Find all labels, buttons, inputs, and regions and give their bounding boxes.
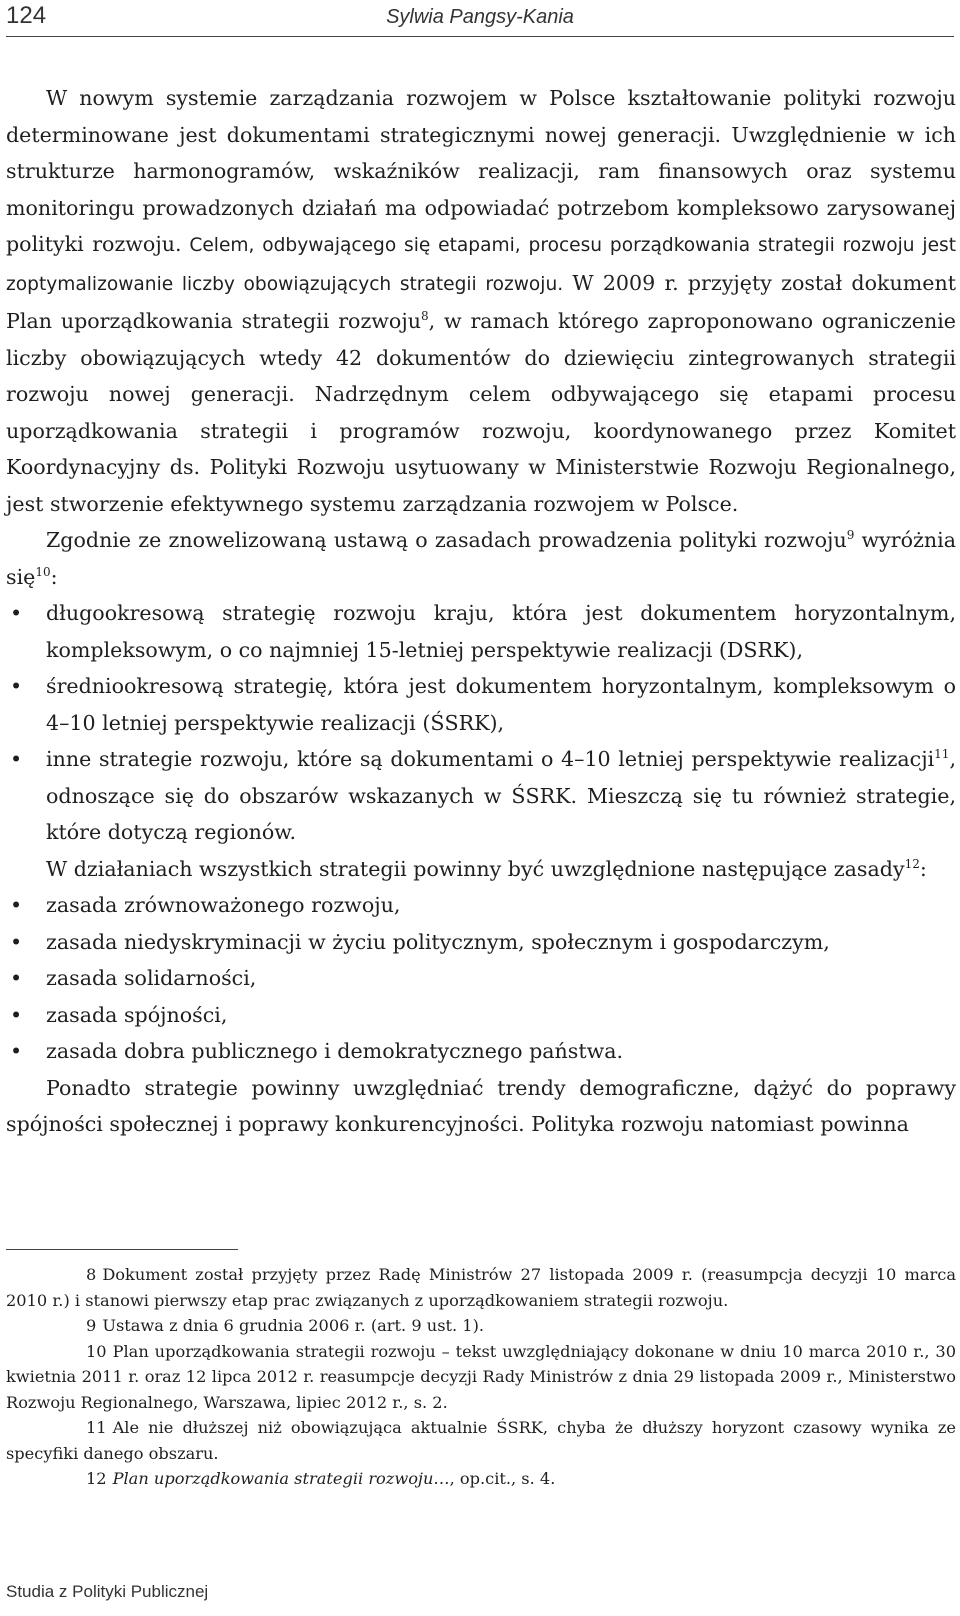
footnote-ref-12[interactable]: 12 xyxy=(904,856,920,871)
footnote-text: , op.cit., s. 4. xyxy=(449,1469,556,1488)
principles-list xyxy=(6,887,956,1070)
list-item-text-b: , odnoszące się do obszarów wskazanych w ŚSRK. Mieszczą się tu również strategie, które dotyczą regionów. xyxy=(46,747,956,844)
header-rule xyxy=(6,36,954,37)
footnote-text: Dokument został przyjęty przez Radę Ministrów 27 listopada 2009 r. (reasumpcja decyzji 10 marca 2010 r.) i stanowi pierwszy etap prac związanych z uporządkowaniem strategii rozwoju. xyxy=(6,1265,956,1310)
footnote-number: 9 xyxy=(86,1316,97,1335)
paragraph-3 xyxy=(6,851,956,888)
list-item-text-a: inne strategie rozwoju, które są dokumentami o 4–10 letniej perspektywie realizacji xyxy=(46,747,935,771)
footnote-number: 8 xyxy=(86,1265,97,1284)
paragraph-4: Ponadto strategie powinny uwzględniać trendy demograficzne, dążyć do poprawy spójności społecznej i poprawy konkurencyjności. Polityka rozwoju natomiast powinna xyxy=(6,1075,956,1136)
footnote-rule xyxy=(6,1249,238,1250)
list-item: • długookresową strategię rozwoju kraju, która jest dokumentem horyzontalnym, kompleksowym, o co najmniej 15-letniej perspektywie realizacji (DSRK), xyxy=(6,595,956,668)
footnote-8 xyxy=(6,1262,956,1313)
page-number: 124 xyxy=(6,2,47,29)
strategy-types-list xyxy=(6,595,956,851)
list-item: • średniookresową strategię, która jest dokumentem horyzontalnym, kompleksowym o 4–10 letniej perspektywie realizacji (ŚSRK), xyxy=(6,668,956,741)
footnote-number: 11 xyxy=(86,1418,107,1437)
list-item xyxy=(6,741,956,851)
footnote-text: Ale nie dłuższej niż obowiązująca aktualnie ŚSRK, chyba że dłuższy horyzont czasowy wynika ze specyfiki danego obszaru. xyxy=(6,1418,956,1463)
p2-text-b: wyróżnia się xyxy=(6,528,957,589)
paragraph-1 xyxy=(6,80,956,522)
p1-text-b: Celem, odbywającego się etapami, procesu porządkowania strategii rozwoju jest zoptymalizowanie liczby obowiązujących strategii rozwoju. xyxy=(6,235,956,295)
running-head-author: Sylwia Pangsy-Kania xyxy=(386,6,574,28)
footnote-12 xyxy=(6,1466,956,1492)
footnote-ref-9[interactable]: 9 xyxy=(846,528,855,543)
p3-text-b: : xyxy=(919,856,927,881)
footnote-text: Plan uporządkowania strategii rozwoju – tekst uwzględniający dokonane w dniu 10 marca 2010 r., 30 kwietnia 2011 r. oraz 12 lipca 2012 r. reasumpcje decyzji Rady Ministrów z dnia 29 listopada 2009 r., Ministerstwo Rozwoju Regionalnego, Warszawa, lipiec 2012 r., s. 2. xyxy=(6,1341,956,1412)
p1-text-d: , w ramach którego zaproponowano ograniczenie liczby obowiązujących wtedy 42 dokumentów do dziewięciu zintegrowanych strategii rozwoju nowej generacji. Nadrzędnym celem odbywającego się etapami procesu uporządkowania strategii i programów rozwoju, koordynowanego przez Komitet Koordynacyjny ds. Polityki Rozwoju usytuowany w Ministerstwie Rozwoju Regionalnego, jest stworzenie efektywnego systemu zarządzania rozwojem w Polsce. xyxy=(6,309,956,516)
footnote-ref-11[interactable]: 11 xyxy=(934,747,950,762)
list-item: • zasada dobra publicznego i demokratycznego państwa. xyxy=(6,1033,956,1070)
p2-text-a: Zgodnie ze znowelizowaną ustawą o zasadach prowadzenia polityki rozwoju xyxy=(46,528,847,552)
footnotes xyxy=(6,1262,956,1492)
footnote-ref-10[interactable]: 10 xyxy=(35,564,51,579)
list-item: • zasada niedyskryminacji w życiu politycznym, społecznym i gospodarczym, xyxy=(6,924,956,961)
footnote-number: 10 xyxy=(86,1341,107,1361)
footnote-11 xyxy=(6,1415,956,1466)
p2-text-c: : xyxy=(50,564,58,589)
p1-text-a: W nowym systemie zarządzania rozwojem w Polsce kształtowanie polityki rozwoju determinowane jest dokumentami strategicznymi nowej generacji. Uwzględnienie w ich strukturze harmonogramów, wskaźników realizacji, ram finansowych oraz systemu monitoringu prowadzonych działań ma odpowiadać potrzebom kompleksowo zarysowanej polityki rozwoju. xyxy=(6,86,956,256)
footnote-9 xyxy=(6,1313,956,1339)
p3-text-a: W działaniach wszystkich strategii powinny być uwzględnione następujące zasady xyxy=(46,856,905,881)
footnote-title: Plan uporządkowania strategii rozwoju… xyxy=(112,1469,450,1488)
paragraph-2 xyxy=(6,522,956,595)
body-text xyxy=(6,80,956,1143)
list-item: • zasada zrównoważonego rozwoju, xyxy=(6,887,956,924)
footnote-10 xyxy=(6,1339,956,1416)
page-footer-journal: Studia z Polityki Publicznej xyxy=(6,1582,209,1601)
list-item: • zasada solidarności, xyxy=(6,960,956,997)
page-header xyxy=(6,0,954,38)
list-item: • zasada spójności, xyxy=(6,997,956,1034)
p1-text-c: W 2009 r. przyjęty został dokument Plan uporządkowania strategii rozwoju xyxy=(6,270,956,333)
footnote-number: 12 xyxy=(86,1469,107,1488)
footnote-text: Ustawa z dnia 6 grudnia 2006 r. (art. 9 ust. 1). xyxy=(102,1316,485,1335)
footnote-ref-8[interactable]: 8 xyxy=(420,309,429,324)
